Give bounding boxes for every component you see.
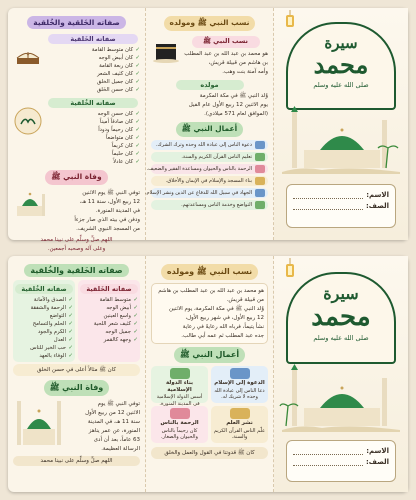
nasab-line: 12 ربيع الأول، في شهر ربيع الأول،	[185, 315, 264, 321]
nasab-line: هو محمد بن عبد الله بن عبد المطلب	[184, 51, 268, 57]
cover-title-line1: سيرة	[323, 284, 359, 303]
mosque-icon	[230, 368, 250, 379]
amal-tiles	[151, 366, 268, 443]
amal-text: الرحمة بالناس والحيوان ومساعدة الفقير والضعيف.	[146, 165, 252, 172]
mosque-illustration-icon	[282, 368, 400, 436]
brochure-bottom	[8, 256, 408, 492]
dua-line: وعلى آله وصحبه أجمعين.	[47, 246, 106, 252]
wafat-line: 63 عاماً، بعد أن أدى	[93, 437, 140, 443]
amal-header: أعمال النبي ﷺ	[174, 347, 245, 363]
tile-title: نشر العلم	[226, 420, 253, 426]
list-item: ✓ كان صادقاً أميناً	[46, 118, 140, 126]
quran-book-icon	[13, 42, 43, 68]
amal-text: بناء المسجد والإسلام في الإيمان والأخلاق.	[165, 177, 252, 184]
calligraphy-medallion-icon	[13, 106, 43, 136]
class-field[interactable]	[293, 203, 363, 210]
nasab-panel-top	[146, 8, 274, 240]
list-item: ✓ الحلم والتسامح	[15, 320, 73, 328]
tile-title: بناء الدولة الإسلامية	[165, 380, 194, 393]
amal-row	[146, 164, 268, 174]
amal-text: الجهاد في سبيل الله للدفاع عن الدين ونشر الإسلام.	[144, 189, 252, 196]
list-item: ✓ التواضع	[15, 312, 73, 320]
list-item: ✓ كان رحيماً ودوداً	[46, 126, 140, 134]
class-field[interactable]	[293, 459, 363, 466]
list-item: ✓ العدل	[15, 336, 73, 344]
book-icon	[255, 153, 265, 161]
wafat-line: توفي النبي ﷺ يوم الاثنين	[82, 190, 140, 196]
wafat-line: الاثنين 12 من ربيع الأول	[85, 410, 140, 416]
tile-title: الدعوة إلى الإسلام	[214, 380, 265, 386]
khalqiya-label: صفاته الخَلقية	[48, 34, 138, 44]
green-dome-icon	[13, 399, 65, 447]
nasab-line: من قبيلة قريش.	[226, 297, 264, 303]
heart-icon	[255, 165, 265, 173]
mosque-illustration-icon	[282, 112, 400, 178]
book-icon	[230, 408, 250, 419]
list-item: ✓ كان كثيف الشعر	[46, 70, 140, 78]
shield-icon	[255, 189, 265, 197]
sifat-panel-top	[8, 8, 146, 252]
class-row	[293, 458, 389, 466]
nasab-line: بن هاشم من قبيلة قريش،	[208, 60, 268, 66]
hands-icon	[255, 201, 265, 209]
khalqiya-column	[78, 280, 140, 362]
list-item: ✓ كان أبيض الوجه	[46, 54, 140, 62]
cover-title-line2: محمد	[311, 302, 371, 332]
class-row	[293, 202, 389, 210]
name-label: الاسم:	[366, 447, 389, 455]
lantern-icon	[284, 258, 296, 286]
name-label: الاسم:	[366, 191, 389, 199]
amal-row	[151, 140, 268, 150]
khuluqiya-list	[46, 110, 140, 166]
quran-icon	[255, 141, 265, 149]
amal-row	[151, 176, 268, 186]
amal-row	[151, 200, 268, 210]
sifat-header: صفاته الخَلقية والخُلقية	[27, 16, 125, 29]
list-item: ✓ كان عادلاً	[46, 158, 140, 166]
wafat-line: سنة 11 هـ، في المدينة	[87, 419, 140, 425]
list-item: ✓ واسع العينين	[80, 312, 138, 320]
nasab-header: نسب النبي ﷺ ومولده	[161, 264, 258, 280]
cover-arch	[286, 272, 396, 364]
nasab-label: نسب النبي ﷺ	[192, 36, 260, 48]
sifat-panel-bottom	[8, 256, 146, 492]
list-item: ✓ كان متواضعاً	[46, 134, 140, 142]
sifat-header: صفاته الخَلقية والخُلقية	[24, 264, 128, 277]
khalqiya-label: صفاته الخَلقية	[80, 284, 138, 294]
tile-text: دعا الناس إلى عبادة الله وحده لا شريك له.	[214, 387, 265, 400]
khuluqiya-label: صفاته الخُلقية	[48, 98, 138, 108]
amal-row	[151, 152, 268, 162]
list-item: ✓ متوسط القامة	[80, 296, 138, 304]
sifat-columns	[13, 280, 140, 362]
cover-title-line2: محمد	[313, 50, 369, 79]
wafat-line: 12 ربيع الأول، سنة 11 هـ،	[79, 199, 140, 205]
cover-arch	[286, 22, 396, 110]
dua-line: اللهم صلِّ وسلِّم على نبينا محمد	[40, 237, 113, 243]
city-icon	[170, 368, 190, 379]
cover-panel-bottom	[274, 256, 408, 492]
cover-subtitle: صلى الله عليه وسلم	[313, 81, 369, 89]
list-item: ✓ كان حسن الوجه	[46, 110, 140, 118]
list-item: ✓ الوفاء بالعهد	[15, 352, 73, 360]
kaaba-icon	[151, 34, 181, 64]
khalqiya-list	[46, 46, 140, 94]
list-item: ✓ كان حسن الخَلق	[46, 86, 140, 94]
list-item: ✓ أبيض الوجه	[80, 304, 138, 312]
amal-row	[144, 188, 268, 198]
cover-title-line1: سيرة	[324, 34, 358, 52]
name-row	[293, 191, 389, 199]
amal-text: تعليم الناس القرآن الكريم والسنة.	[181, 153, 252, 160]
mawlid-line: يوم الاثنين 12 ربيع الأول عام الفيل	[188, 102, 268, 108]
amal-tile	[151, 366, 208, 407]
amal-tile	[211, 366, 268, 403]
cover-subtitle: صلى الله عليه وسلم	[313, 334, 369, 342]
list-item: ✓ الكرم والجود	[15, 328, 73, 336]
lantern-icon	[284, 10, 296, 36]
name-form	[286, 184, 396, 228]
list-item: ✓ وجهه كالقمر	[80, 336, 138, 344]
list-item: ✓ كان كريماً	[46, 142, 140, 150]
tile-text: علّم الناس القرآن الكريم والسنة.	[213, 427, 266, 440]
cover-panel-top	[274, 8, 408, 240]
wafat-line: الرسالة العظيمة.	[101, 446, 140, 452]
khuluqiya-label: صفاته الخُلقية	[15, 284, 73, 294]
nasab-line: جده عبد المطلب ثم عمه أبي طالب.	[181, 333, 264, 339]
mawlid-line: (الموافق لعام 571 ميلادي).	[204, 111, 268, 117]
list-item: ✓ كان متوسط القامة	[46, 46, 140, 54]
name-field[interactable]	[293, 192, 363, 199]
name-form	[286, 440, 396, 482]
nasab-line: وأمه آمنة بنت وهب.	[222, 69, 268, 75]
list-item: ✓ حب الخير للناس	[15, 344, 73, 352]
green-dome-icon	[13, 188, 47, 218]
list-item: ✓ كثيف شعر اللحية	[80, 320, 138, 328]
nasab-header: نسب النبي ﷺ ومولده	[164, 16, 256, 31]
wafat-line: من المسجد النبوي الشريف.	[76, 226, 140, 232]
wafat-line: المنورة، عن عمر يناهز	[88, 428, 140, 434]
tile-text: كان رحيماً بالناس والحيوان والصغار.	[161, 427, 198, 440]
mosque-icon	[255, 177, 265, 185]
nasab-line: هو محمد بن عبد الله بن عبد المطلب بن هاشم	[158, 288, 264, 294]
class-label: الصف:	[365, 202, 389, 210]
list-item: ✓ كان حليماً	[46, 150, 140, 158]
nasab-box	[151, 283, 268, 344]
brochure-top	[8, 8, 408, 252]
dua-pill: اللهم صلِّ وسلِّم على نبينا محمد	[13, 456, 140, 466]
list-item: ✓ جميل الوجه	[80, 328, 138, 336]
name-row	[293, 447, 389, 455]
nasab-line: وُلد النبي ﷺ في مكة المكرمة، يوم الاثنين	[169, 306, 264, 312]
class-label: الصف:	[365, 458, 389, 466]
nasab-panel-bottom	[146, 256, 274, 492]
sifat-quote: كان ﷺ مثالاً أعلى في حسن الخلق	[13, 364, 140, 376]
khuluqiya-column	[13, 280, 75, 362]
hands-icon	[170, 408, 190, 419]
mawlid-line: وُلد النبي ﷺ في مكة المكرمة	[199, 93, 268, 99]
wafat-header: وفاة النبي ﷺ	[45, 170, 107, 185]
list-item: ✓ الصدق والأمانة	[15, 296, 73, 304]
wafat-line: في المدينة المنورة.	[95, 208, 140, 214]
wafat-line: ودفن في بيته الذي صار جزءاً	[74, 217, 140, 223]
amal-text: دعوة الناس إلى عبادة الله وحده وترك الشرك.	[155, 141, 252, 148]
amal-footer: كان ﷺ قدوتنا في القول والعمل والخلق	[151, 447, 268, 459]
nasab-line: نشأ يتيماً، فرباه الله رعايةً في رعاية	[182, 324, 264, 330]
wafat-header: وفاة النبي ﷺ	[44, 380, 110, 396]
list-item: ✓ كان جميل الخلق	[46, 78, 140, 86]
amal-header: أعمال النبي ﷺ	[176, 122, 243, 137]
amal-tile	[211, 406, 268, 443]
amal-tile	[151, 406, 208, 443]
amal-text: التواضع وخدمة الناس ومساعدتهم.	[181, 201, 252, 208]
list-item: ✓ كان ربعة القامة	[46, 62, 140, 70]
wafat-line: توفي النبي ﷺ يوم	[97, 401, 140, 407]
list-item: ✓ الرحمة والشفقة	[15, 304, 73, 312]
mawlid-label: مولده	[176, 80, 244, 90]
name-field[interactable]	[293, 448, 363, 455]
tile-text: أسس الدولة الإسلامية في المدينة المنورة.	[156, 394, 203, 407]
tile-title: الرحمة بالناس	[160, 420, 199, 426]
